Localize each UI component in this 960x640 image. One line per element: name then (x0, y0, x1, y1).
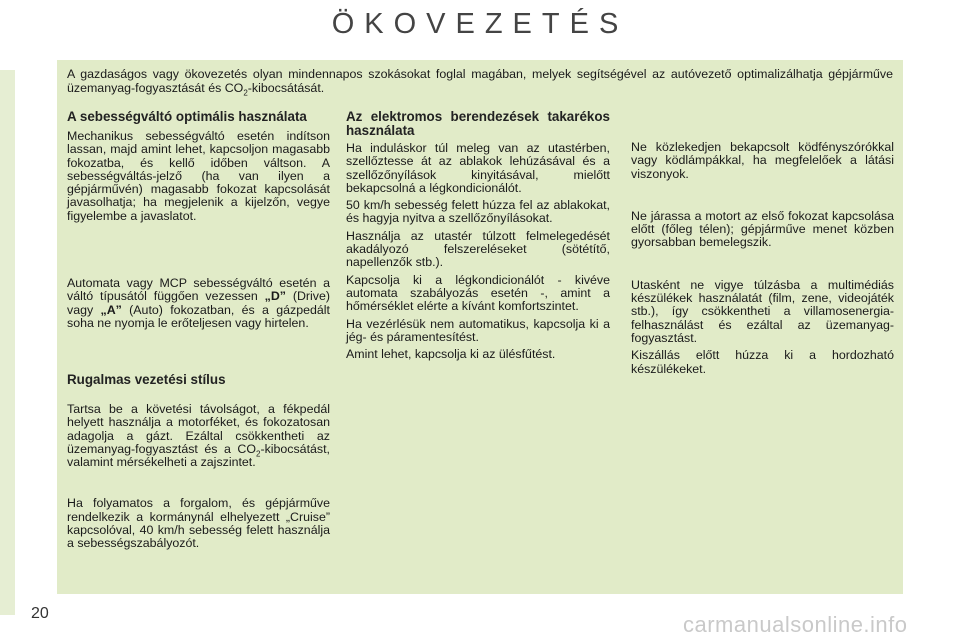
flex-p1-text-b: -kibocsátást, valamint mérsékelheti a zajszintet. (67, 441, 330, 470)
column-electrical (346, 110, 610, 361)
intro-text-before: A gazdaságos vagy ökovezetés olyan mindennapos szokásokat foglal magában, melyek segítségével az autóvezető optimalizálhatja gépjárműve üzemanyag-fogyasztását és CO (67, 67, 893, 95)
column-gearbox-automatic (67, 277, 330, 330)
intro-subscript: 2 (243, 88, 248, 98)
electrical-paragraph-2: 50 km/h sebesség felett húzza fel az ablakokat, és hagyja nyitva a szellőzőnyílásokat. (346, 198, 610, 226)
left-margin-strip (0, 70, 15, 615)
tips-paragraph-2: Ne járassa a motort az első fokozat kapcsolása előtt (főleg télen); gépjárműve menet közben gyorsabban bemelegszik. (631, 208, 894, 250)
electrical-paragraph-4: Kapcsolja ki a légkondicionálót - kivéve automata szabályozás esetén -, amint a hőmérséklet elérte a kívánt komfortszintet. (346, 272, 610, 314)
gear-paragraph-1: Mechanikus sebességváltó esetén indítson lassan, majd amint lehet, kapcsoljon magasabb fokozatba, és kellő időben váltson. A sebességváltás-jelző (ha van ilyen a gépjárművén) magasabb fokozat kapcsolását javasolhatja; ha megjelenik a kijelzőn, vegye figyelembe a javaslatot. (67, 129, 330, 223)
watermark: carmanualsonline.info (683, 612, 908, 637)
flex-p1-text-a: Tartsa be a követési távolságot, a fékpedál helyett használja a motorféket, és fokozatosan adagolja a gázt. Ezáltal csökkentheti az üzemanyag-fogyasztást és a CO (67, 402, 330, 456)
gear-p2-auto: „A” (100, 302, 122, 317)
column-other-tips (631, 141, 894, 376)
column-gearbox (67, 110, 330, 223)
intro-paragraph (67, 67, 893, 98)
electrical-paragraph-5: Ha vezérlésük nem automatikus, kapcsolja ki a jég- és páramentesítést. (346, 316, 610, 344)
flex-paragraph-1 (67, 403, 330, 469)
electrical-heading: Az elektromos berendezések takarékos használata (346, 109, 610, 138)
intro-text-after: -kibocsátását. (247, 81, 325, 95)
tips-paragraph-3: Utasként ne vigye túlzásba a multimédiás készülékek használatát (film, zene, videojáték stb.), így csökkentheti a villamosenergia-felhasználást és ezáltal az üzemanyag-fogyasztást. (631, 277, 894, 345)
flex-p1-subscript: 2 (255, 449, 261, 459)
gear-p2-text-a: Automata vagy MCP sebességváltó esetén a váltó típusától függően vezessen (67, 276, 330, 304)
gear-heading: A sebességváltó optimális használata (67, 109, 307, 124)
tips-paragraph-4: Kiszállás előtt húzza ki a hordozható készülékeket. (631, 348, 894, 376)
electrical-paragraph-3: Használja az utastér túlzott felmelegedését akadályozó felszereléseket (sötétítő, napellenzők stb.). (346, 228, 610, 270)
column-flexible-driving (67, 373, 330, 551)
flex-heading: Rugalmas vezetési stílus (67, 372, 226, 387)
electrical-paragraph-1: Ha induláskor túl meleg van az utastérben, szellőztesse át az ablakok lehúzásával és a szellőzőnyílások kinyitásával, mielőtt bekapcsolná a légkondicionálót. (346, 141, 610, 195)
gear-paragraph-2 (67, 277, 330, 330)
electrical-paragraph-6: Amint lehet, kapcsolja ki az ülésfűtést. (346, 347, 556, 362)
flex-paragraph-2: Ha folyamatos a forgalom, és gépjárműve rendelkezik a kormánynál elhelyezett „Cruise” kapcsolóval, 40 km/h sebesség felett használja a sebességszabályozót. (67, 496, 330, 551)
page-title: ÖKOVEZETÉS (331, 8, 629, 40)
gear-p2-drive: „D” (264, 289, 286, 304)
gear-p2-text-b: (Drive) vagy (67, 289, 331, 317)
page-number: 20 (31, 605, 49, 622)
tips-paragraph-1: Ne közlekedjen bekapcsolt ködfényszórókkal vagy ködlámpákkal, ha megfelelőek a látási viszonyok. (631, 140, 894, 181)
gear-p2-text-c: (Auto) fokozatban, és a gázpedált soha ne nyomja le erőteljesen vagy hirtelen. (67, 302, 330, 330)
